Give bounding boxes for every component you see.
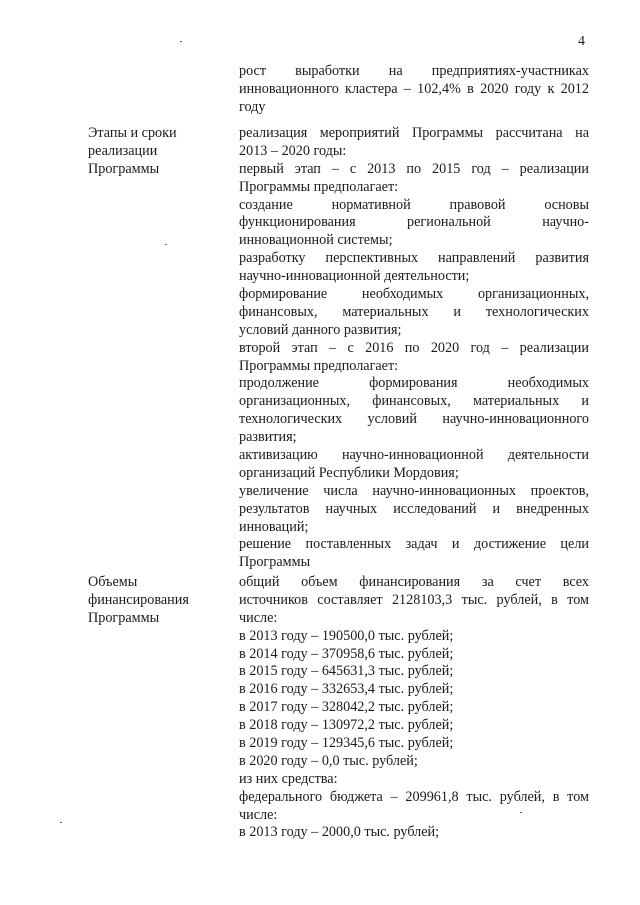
text-line: создание нормативной правовой основы	[239, 196, 589, 213]
text-line: первый этап – с 2013 по 2015 год – реализации	[239, 160, 589, 177]
text-line: инновационной системы;	[239, 232, 393, 249]
text-line: в 2017 году – 328042,2 тыс. рублей;	[239, 699, 454, 716]
text-line: федерального бюджета – 209961,8 тыс. рублей, в том	[239, 788, 589, 805]
text-line: решение поставленных задач и достижение цели	[239, 536, 589, 553]
text-line: 2013 – 2020 годы:	[239, 142, 347, 159]
page-number: 4	[578, 34, 585, 49]
scan-speck	[520, 812, 522, 813]
label-line: Объемы	[88, 574, 138, 590]
stages-text	[239, 125, 589, 572]
text-line: научно-инновационной деятельности;	[239, 268, 470, 285]
text-line: из них средства:	[239, 770, 338, 787]
text-line: в 2015 году – 645631,3 тыс. рублей;	[239, 663, 454, 680]
text-line: в 2013 году – 2000,0 тыс. рублей;	[239, 824, 440, 841]
scan-speck	[165, 244, 167, 245]
label-line: Этапы и сроки	[88, 125, 177, 141]
text-line: числе:	[239, 609, 278, 626]
label-line: реализации	[88, 142, 158, 159]
text-line: году	[239, 98, 266, 115]
text-line: источников составляет 2128103,3 тыс. рублей, в том	[239, 591, 589, 608]
text-line: функционирования региональной научно-	[239, 214, 589, 231]
text-line: в 2016 году – 332653,4 тыс. рублей;	[239, 681, 454, 698]
text-line: в 2020 году – 0,0 тыс. рублей;	[239, 752, 418, 769]
text-line: реализация мероприятий Программы рассчитана на	[239, 125, 589, 141]
text-line: рост выработки на предприятиях-участниках	[239, 63, 589, 79]
text-line: разработку перспективных направлений развития	[239, 250, 589, 267]
text-line: технологических условий научно-инновационного	[239, 411, 589, 428]
scan-speck	[60, 822, 62, 823]
text-line: второй этап – с 2016 по 2020 год – реализации	[239, 339, 589, 356]
text-line: общий объем финансирования за счет всех	[239, 574, 589, 590]
text-line: Программы предполагает:	[239, 178, 399, 195]
text-line: Программы предполагает:	[239, 357, 399, 374]
text-line: инновационного кластера – 102,4% в 2020 году к 2012	[239, 80, 589, 97]
text-line: в 2018 году – 130972,2 тыс. рублей;	[239, 717, 454, 734]
text-line: результатов научных исследований и внедренных	[239, 500, 589, 517]
text-line: в 2014 году – 370958,6 тыс. рублей;	[239, 645, 454, 662]
text-line: числе:	[239, 806, 278, 823]
finance-text	[239, 574, 589, 842]
stages-label	[88, 125, 228, 179]
label-line: Программы	[88, 160, 160, 177]
text-line: активизацию научно-инновационной деятельности	[239, 447, 589, 464]
text-line: условий данного развития;	[239, 321, 402, 338]
text-line: в 2019 году – 129345,6 тыс. рублей;	[239, 735, 454, 752]
text-line: развития;	[239, 429, 297, 446]
scan-speck	[180, 41, 182, 42]
text-line: продолжение формирования необходимых	[239, 375, 589, 392]
label-line: Программы	[88, 609, 160, 626]
text-line: организационных, финансовых, материальных и	[239, 393, 589, 410]
finance-label	[88, 574, 228, 628]
text-line: инноваций;	[239, 518, 309, 535]
text-line: Программы	[239, 554, 311, 571]
text-line: увеличение числа научно-инновационных проектов,	[239, 482, 589, 499]
text-line: формирование необходимых организационных,	[239, 286, 589, 303]
text-line: финансовых, материальных и технологических	[239, 303, 589, 320]
text-line: организаций Республики Мордовия;	[239, 464, 459, 481]
top-block-text	[239, 63, 589, 117]
label-line: финансирования	[88, 591, 189, 608]
text-line: в 2013 году – 190500,0 тыс. рублей;	[239, 627, 454, 644]
